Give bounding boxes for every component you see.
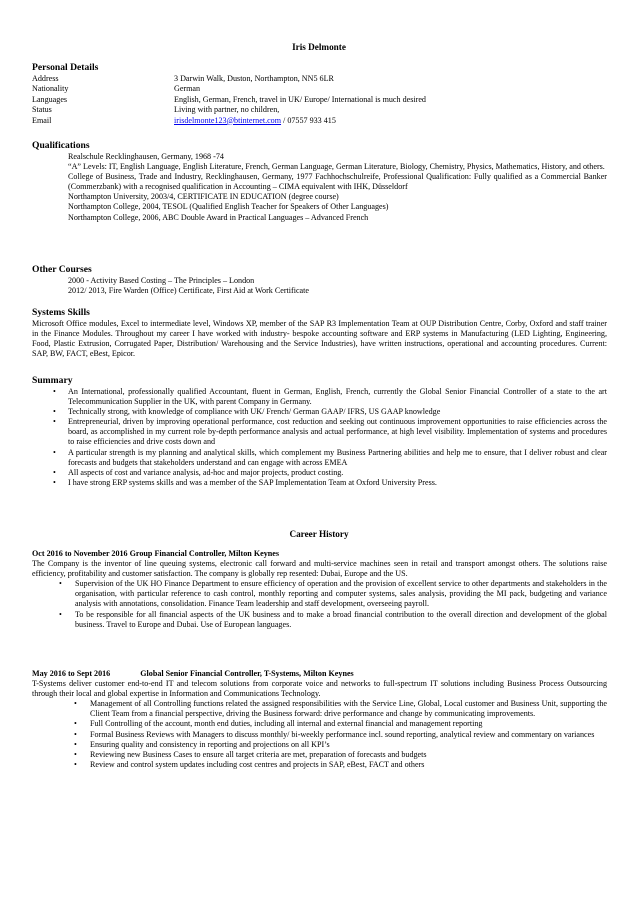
other-courses-title: Other Courses [32,264,92,275]
job-duty-item: • Formal Business Reviews with Managers to discuss monthly/ bi-weekly performance incl. sound reporting, analytical review and commentary on variances [74,729,595,739]
summary-item: • A particular strength is my planning and analytical skills, which complement my Business Partnering abilities and help me to ensure, that I deliver robust and clear forecasts and budgets that stakeholders understand and can engage with across EMEA [53,447,607,467]
bullet-icon: • [74,729,77,739]
detail-value: English, German, French, travel in UK/ Europe/ International is much desired [174,94,426,104]
detail-row-email [32,116,607,126]
qualification-item: College of Business, Trade and Industry, Recklinghausen, Germany, 1977 Fachhochschulreife, Professional Qualification: Fully qualified as a Commercial Banker (Commerzbank) with a recognised qualification in Accounting – CIMA equivalent with IHK, Düsseldorf [68,172,607,192]
detail-label: Status [32,105,52,115]
job-duty-item: • Reviewing new Business Cases to ensure all target criteria are met, preparation of forecasts and budgets [74,749,427,759]
bullet-icon: • [53,387,56,396]
job-entry-2 [32,669,607,770]
other-courses-section [32,264,607,296]
detail-value: German [174,84,201,94]
detail-value: 3 Darwin Walk, Duston, Northampton, NN5 6LR [174,74,334,83]
summary-item: • Entrepreneurial, driven by improving operational performance, cost reduction and seeking out continuous improvement opportunities to raise efficiencies across the board, as accomplished in my current role by-depth performance analysis and actual performance, at high level visibility. Implementation of systems and procedures to raise efficiencies and drive costs down and [53,417,607,447]
job-description: The Company is the inventor of line queuing systems, electronic call forward and multi-service machines seen in retail and transport amongst others. The solutions raise efficiency, profitability and customer satisfaction. The company is globally rep resented: Dubai, Europe and the US. [32,559,607,579]
detail-row-status [32,105,607,115]
job-duty-item: • Ensuring quality and consistency in reporting and projections on all KPI’s [74,739,330,749]
bullet-icon: • [74,759,77,769]
job-duty-item: • Full Controlling of the account, month end duties, including all internal and external financial and management reporting [74,719,483,729]
bullet-icon: • [59,609,62,619]
job-dates: May 2016 to Sept 2016 [32,669,111,678]
bullet-icon: • [59,579,62,589]
summary-item: • An International, professionally qualified Accountant, fluent in German, English, French, currently the Global Senior Financial Controller of a state to the art Telecommunication Supplier in the UK, with parent Company in Germany. [53,387,607,407]
systems-skills-text: Microsoft Office modules, Excel to intermediate level, Windows XP, member of the SAP R3 Implementation Team at OUP Distribution Centre, Corby, Oxford and staff trainer in the Finance Modules. Throughout my career I have worked with industry- bespoke accounting software and ERP systems in Manufacturing (LED Lighting, Engineering, Food, Plastic Extrusion, Corrugated Paper, Distribution/ Warehousing and the Service Industries), have written instructions, operational and accounting procedures. Current: SAP, BW, FACT, eBest, Epicor. [32,319,607,359]
bullet-icon: • [53,407,56,417]
phone-number: / 07557 933 415 [281,115,336,125]
career-history-title: Career History [289,529,349,539]
detail-label: Nationality [32,84,69,94]
qualifications-section [32,140,607,223]
bullet-icon: • [74,699,77,709]
detail-label: Email [32,115,52,125]
job-duty-item: • Supervision of the UK HO Finance Department to ensure efficiency of operation and the provision of excellent service to other departments and stakeholders in the organisation, with particular reference to cash control, monthly reporting and computer systems, sales analysis, providing the MI pack, budgeting and variance analysis with annotations, consolidation. Finance Team leadership and staff development, overseeing payroll. [59,579,607,609]
summary-item: • Technically strong, with knowledge of compliance with UK/ French/ German GAAP/ IFRS, US GAAP knowledge [53,407,441,417]
systems-skills-title: Systems Skills [32,307,90,318]
job-entry-1 [32,549,607,630]
detail-row-nationality [32,84,607,94]
bullet-icon: • [53,417,56,427]
bullet-icon: • [74,739,77,749]
personal-details-section [32,62,607,126]
bullet-icon: • [74,749,77,759]
summary-item: • All aspects of cost and variance analysis, ad-hoc and major projects, product costing. [53,467,344,477]
detail-label: Address [32,74,59,83]
summary-title: Summary [32,375,73,386]
summary-item: • I have strong ERP systems skills and was a member of the SAP Implementation Team at Oxford University Press. [53,477,437,487]
detail-value: Living with partner, no children, [174,105,280,115]
qualifications-title: Qualifications [32,140,90,151]
job-duties-list [32,699,607,770]
qualification-item: Realschule Recklinghausen, Germany, 1968 -74 [68,152,224,161]
job-description: T-Systems deliver customer end-to-end IT and telecom solutions from corporate voice and networks to full-spectrum IT solutions including Business Process Outsourcing through their local and global expertise in Information and Communications Technology. [32,679,607,699]
bullet-icon: • [53,447,56,457]
detail-row-address [32,74,607,84]
summary-section [32,375,607,488]
job-duty-item: • Review and control system updates including cost centres and projects in SAP, eBest, FACT and others [74,759,425,769]
bullet-icon: • [53,467,56,477]
personal-details-title: Personal Details [32,62,99,73]
qualification-item: Northampton University, 2003/4, CERTIFICATE IN EDUCATION (degree course) [68,192,339,202]
detail-value [174,116,607,126]
job-duties-list [32,579,607,629]
detail-label: Languages [32,94,68,104]
job-duty-item: • To be responsible for all financial aspects of the UK business and to make a broad financial contribution to the overall direction and development of the global business. Travel to Europe and Dubai. Use of European languages. [59,609,607,629]
qualification-item: Northampton College, 2006, ABC Double Award in Practical Languages – Advanced French [68,212,369,222]
email-link[interactable]: irisdelmonte123@btinternet.com [174,115,282,125]
bullet-icon: • [74,719,77,729]
candidate-name: Iris Delmonte [292,42,346,52]
bullet-icon: • [53,477,56,487]
job-role: Global Senior Financial Controller, T-Systems, Milton Keynes [140,669,354,678]
detail-row-languages [32,95,607,105]
systems-skills-section [32,307,607,359]
job-duty-item: • Management of all Controlling functions related the assigned responsibilities with the Service Line, Global, Local customer and Business Unit, supporting the Client Team from a financial perspective, driving the Business forward: drive performance and change by communicating improvements. [74,699,607,719]
course-item: 2012/ 2013, Fire Warden (Office) Certificate, First Aid at Work Certificate [68,286,309,296]
course-item: 2000 - Activity Based Costing – The Principles – London [68,276,255,285]
job-heading [32,669,607,679]
summary-list [32,387,607,488]
job-heading: Oct 2016 to November 2016 Group Financial Controller, Milton Keynes [32,549,279,558]
qualification-item: Northampton College, 2004, TESOL (Qualified English Teacher for Speakers of Other Languages) [68,202,389,212]
qualification-item: “A” Levels: IT, English Language, English Literature, French, German Language, German Literature, Biology, Chemistry, Physics, Mathematics, History, and others. [68,162,605,172]
